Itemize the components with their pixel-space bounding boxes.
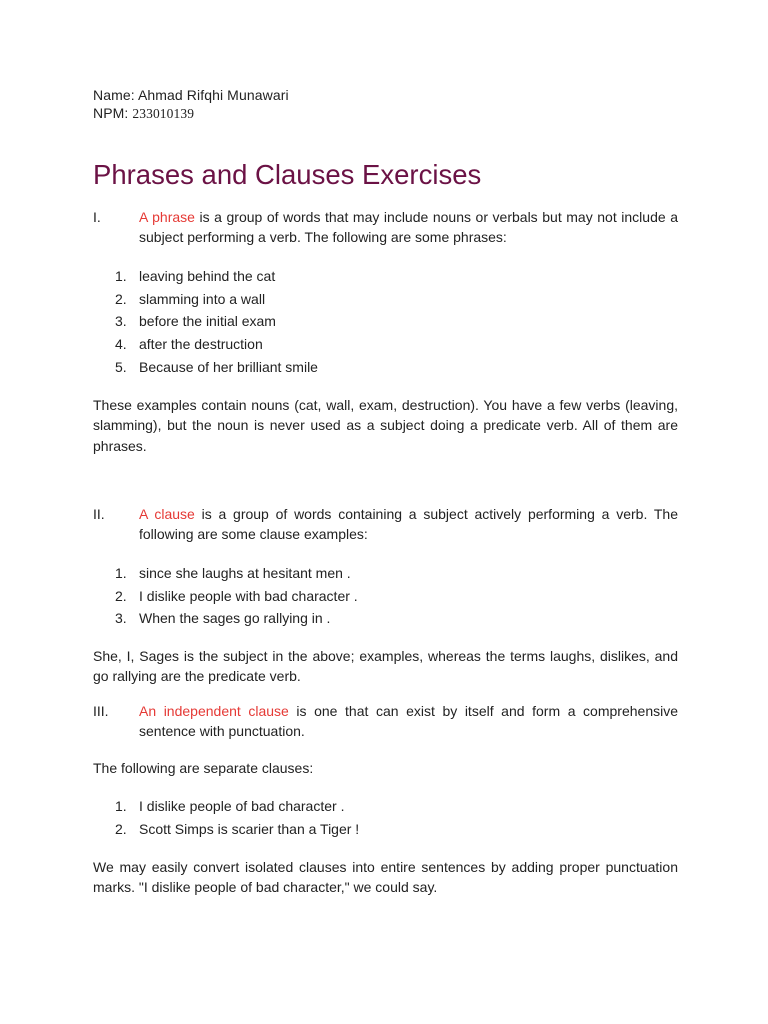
- list-item: [115, 562, 358, 585]
- list-item: [115, 585, 358, 608]
- list-item-text: When the sages go rallying in .: [139, 610, 331, 627]
- list-item-number: 3.: [115, 610, 127, 627]
- section-2-text: is a group of words containing a subject actively performing a verb. The following are some clause examples:: [139, 506, 678, 542]
- list-item-text: before the initial exam: [139, 313, 276, 330]
- section-1-text: is a group of words that may include nouns or verbals but may not include a subject performing a verb. The following are some phrases:: [139, 209, 678, 245]
- list-item-number: 2.: [115, 290, 127, 307]
- section-2-term: A clause: [139, 506, 195, 522]
- list-item-text: after the destruction: [139, 336, 263, 353]
- list-item: [115, 607, 358, 630]
- section-3-intro: The following are separate clauses:: [93, 760, 314, 776]
- section-3-text: is one that can exist by itself and form a comprehensive sentence with punctuation.: [139, 703, 678, 739]
- section-3-definition: [93, 702, 678, 741]
- section-3-term: An independent clause: [139, 703, 289, 719]
- npm-line: [93, 105, 194, 122]
- list-item-text: leaving behind the cat: [139, 268, 276, 285]
- section-3-numeral: III.: [93, 703, 109, 719]
- section-1-numeral: I.: [93, 209, 101, 225]
- list-item-text: since she laughs at hesitant men .: [139, 565, 351, 582]
- list-item-text: Scott Simps is scarier than a Tiger !: [139, 820, 360, 837]
- list-item-number: 3.: [115, 313, 127, 330]
- list-item-text: I dislike people with bad character .: [139, 587, 358, 604]
- list-item-number: 2.: [115, 587, 127, 604]
- list-item-number: 1.: [115, 798, 127, 815]
- section-1-definition: [93, 208, 678, 247]
- list-item: [115, 795, 359, 818]
- section-2-explanation: She, I, Sages is the subject in the above; examples, whereas the terms laughs, dislikes, and go rallying are the predicate verb.: [93, 648, 678, 685]
- name-value: Ahmad Rifqhi Munawari: [137, 87, 289, 103]
- npm-value: 233010139: [132, 106, 195, 121]
- list-item: [115, 355, 318, 378]
- list-item: [115, 288, 318, 311]
- section-3-explanation: We may easily convert isolated clauses into entire sentences by adding proper punctuation marks. "I dislike people of bad character," we could say.: [93, 859, 678, 896]
- section-1-explanation: These examples contain nouns (cat, wall, exam, destruction). You have a few verbs (leaving, slamming), but the noun is never used as a subject doing a predicate verb. All of them are phrases.: [93, 397, 678, 454]
- list-item-number: 1.: [115, 565, 127, 582]
- list-item-number: 4.: [115, 336, 127, 353]
- list-item-text: slamming into a wall: [139, 290, 266, 307]
- list-item-text: Because of her brilliant smile: [139, 358, 318, 375]
- name-label: Name:: [93, 87, 135, 103]
- list-item-number: 5.: [115, 358, 127, 375]
- page-title: Phrases and Clauses Exercises: [93, 159, 482, 190]
- list-item: [115, 265, 318, 288]
- npm-label: NPM:: [93, 105, 129, 121]
- list-item: [115, 333, 318, 356]
- section-1-term: A phrase: [139, 209, 195, 225]
- phrase-examples-list: [115, 265, 318, 378]
- section-2-numeral: II.: [93, 506, 105, 522]
- clause-examples-list: [115, 562, 358, 630]
- list-item-number: 1.: [115, 268, 127, 285]
- list-item: [115, 818, 359, 841]
- list-item-number: 2.: [115, 820, 127, 837]
- name-line: [93, 87, 289, 103]
- list-item-text: I dislike people of bad character .: [139, 798, 345, 815]
- independent-clause-list: [115, 795, 359, 840]
- section-2-definition: [93, 505, 678, 544]
- list-item: [115, 310, 318, 333]
